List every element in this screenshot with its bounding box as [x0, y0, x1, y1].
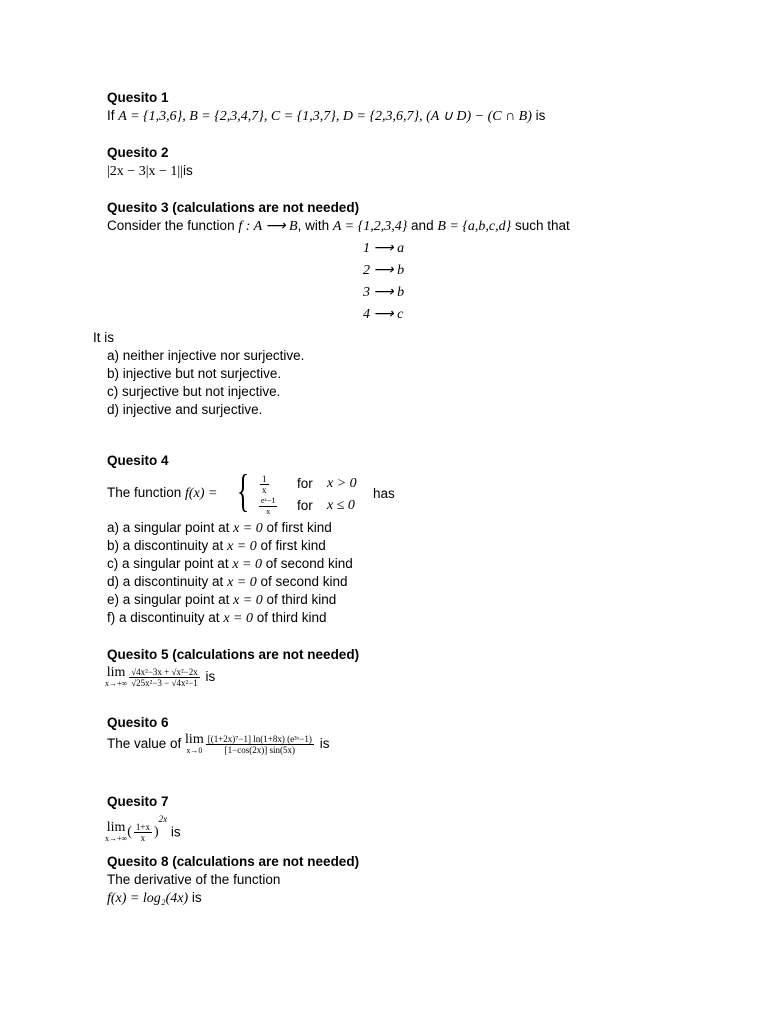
q2-math: |2x − 3|x − 1|| [107, 164, 184, 179]
q6-expression: The value of lim x→0 $\frac{\text{[(1+2x)⁷−1] ln(1+8x) (e³ˣ−1)}}{[1-\cos(2x)] \sin(5x)}$ is [107, 732, 330, 755]
q3-set-b: B = {a,b,c,d} [437, 219, 512, 234]
q3-title-label: Quesito 3 [107, 200, 169, 215]
q3-intro: Consider the function f : A ⟶ B, with A = {1,2,3,4} and B = {a,b,c,d} such that [107, 218, 570, 234]
q4-option-a: a) a singular point at x = 0 of first kind [107, 520, 332, 536]
q6-limit: lim x→0 [185, 732, 204, 755]
q8-line1: The derivative of the function [107, 872, 281, 887]
q3-option-a: a) neither injective nor surjective. [107, 348, 305, 363]
q4-case2-frac: $\frac{\text{eˣ−1}}{x}$ [261, 496, 276, 516]
q3-title-note: calculations are not needed [176, 200, 355, 215]
q4-fx: f(x) = [185, 486, 218, 501]
q3-option-d: d) injective and surjective. [107, 402, 263, 417]
q4-lead: The function f(x) = [107, 485, 218, 501]
q3-map-3: 3 ⟶ b [363, 285, 405, 300]
q1-math: A = {1,3,6}, B = {2,3,4,7}, C = {1,3,7}, D = {2,3,6,7}, (A ∪ D) − (C ∩ B) [118, 109, 532, 124]
q8-title-label: Quesito 8 [107, 854, 169, 869]
q4-case1-for: for [297, 476, 313, 491]
q5-expression [105, 666, 215, 688]
q3-map-4: 4 ⟶ c [363, 307, 404, 322]
q4-case1-cond: x > 0 [327, 476, 357, 491]
q1-tail: is [531, 108, 546, 123]
q2-body [107, 163, 193, 180]
q7-limit: lim x→+∞ [105, 820, 128, 844]
q4-option-c: c) a singular point at x = 0 of second kind [107, 556, 353, 572]
q4-option-e: e) a singular point at x = 0 of third kind [107, 592, 337, 608]
q3-it-is: It is [93, 330, 115, 345]
q6-tail: is [319, 736, 330, 751]
q5-tail: is [205, 669, 216, 684]
q3-option-c: c) surjective but not injective. [107, 384, 281, 399]
q8-tail: is [188, 890, 202, 905]
q2-title: Quesito 2 [107, 145, 169, 160]
q8-title-note: calculations are not needed [176, 854, 355, 869]
q7-fraction: $\frac{1+x}{x}$ [135, 821, 150, 843]
q3-set-a: A = {1,2,3,4} [332, 219, 408, 234]
q3-map-2: 2 ⟶ b [363, 263, 405, 278]
q1-body [107, 108, 545, 125]
q7-exponent: 2x [158, 814, 168, 824]
q4-option-d: d) a discontinuity at x = 0 of second kind [107, 574, 348, 590]
q7-tail: is [170, 824, 181, 840]
q4-title: Quesito 4 [107, 453, 169, 468]
q3-option-b: b) injective but not surjective. [107, 366, 282, 381]
q4-case2-cond: x ≤ 0 [327, 498, 355, 513]
q5-limit: lim x→+∞ [105, 665, 128, 688]
q4-tail: has [373, 486, 395, 501]
q1-title: Quesito 1 [107, 90, 169, 105]
q3-map-1: 1 ⟶ a [363, 241, 405, 256]
q4-brace: { [236, 465, 250, 516]
q8-math: f(x) = log₂(4x) [107, 891, 189, 906]
q2-tail: is [183, 163, 193, 178]
q4-option-b: b) a discontinuity at x = 0 of first kind [107, 538, 326, 554]
q5-title-note: calculations are not needed [176, 647, 355, 662]
q8-title: Quesito 8 (calculations are not needed) [107, 854, 360, 869]
q5-title-label: Quesito 5 [107, 647, 169, 662]
q7-expression: lim x→+∞ ( $\frac{1+x}{x}$ )$^{2x}$ is [105, 814, 181, 844]
q1-lead: If [107, 108, 119, 123]
q3-title: Quesito 3 (calculations are not needed) [107, 200, 360, 215]
q6-title: Quesito 6 [107, 715, 169, 730]
q4-case1-frac: $\frac{1}{x}$ [262, 474, 267, 495]
q7-title: Quesito 7 [107, 794, 169, 809]
q5-fraction: $\frac{\text{√4x²−3x + √x²−2x}}{\text{√25x²−3 − √4x²−1}}$ [131, 666, 198, 688]
q3-function-math: f : A ⟶ B [238, 219, 298, 234]
q5-title: Quesito 5 (calculations are not needed) [107, 647, 360, 662]
q4-case2-for: for [297, 498, 313, 513]
q6-fraction: $\frac{\text{[(1+2x)⁷−1] ln(1+8x) (e³ˣ−1)}}{[1-\cos(2x)] \sin(5x)}$ [207, 733, 312, 755]
q4-option-f: f) a discontinuity at x = 0 of third kind [107, 610, 327, 626]
q8-body [107, 890, 202, 907]
